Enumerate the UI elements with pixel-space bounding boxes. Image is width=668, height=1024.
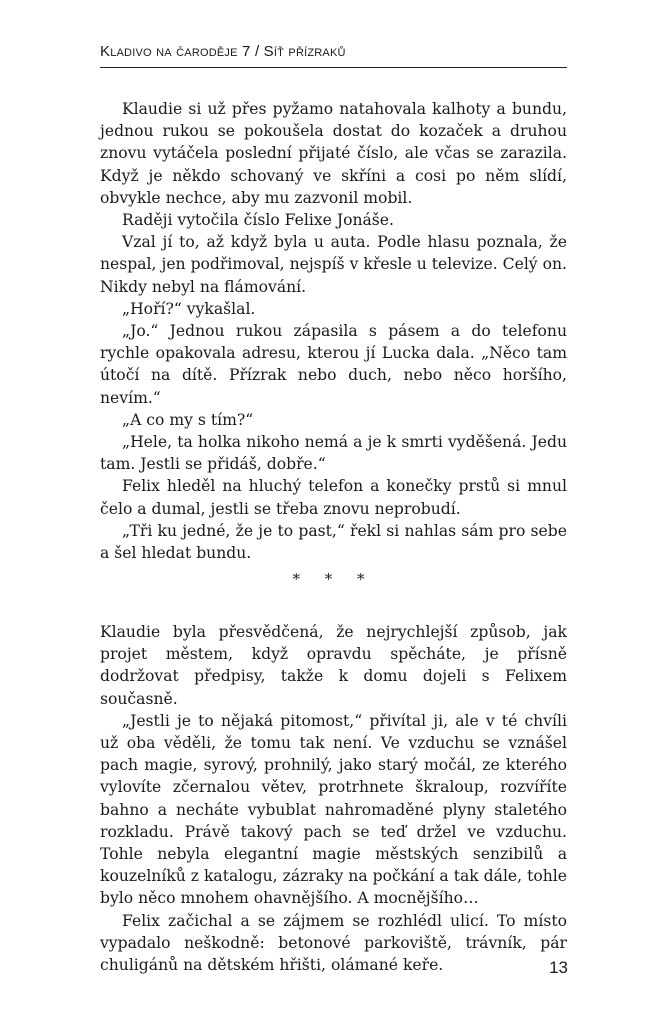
paragraph: Vzal jí to, až když byla u auta. Podle hlasu poznala, že nespal, jen podřimoval, nejspíš v křesle u televize. Celý on. Nikdy nebyl na flámování. [100, 233, 567, 296]
paragraph: Klaudie si už přes pyžamo natahovala kalhoty a bundu, jednou rukou se pokoušela dostat do kozaček a druhou znovu vytáčela poslední přijaté číslo, ale včas se zarazila. Když je někdo schovaný ve skříni a cosi po něm slídí, obvykle nechce, aby mu zazvonil mobil. [100, 100, 567, 207]
page-number: 13 [549, 958, 568, 977]
paragraph: „Hele, ta holka nikoho nemá a je k smrti vyděšená. Jedu tam. Jestli se přidáš, dobře.“ [100, 433, 567, 474]
paragraph: Felix začichal a se zájmem se rozhlédl ulicí. To místo vypadalo neškodně: betonové parkoviště, trávník, pár chuligánů na dětském hřišti, olámané keře. [100, 911, 567, 975]
text-block-after-break [100, 621, 567, 976]
paragraph: „A co my s tím?“ [122, 410, 254, 429]
paragraph: Raději vytočila číslo Felixe Jonáše. [122, 211, 394, 230]
paragraph: „Jestli je to nějaká pitomost,“ přivítal ji, ale v té chvíli už oba věděli, že tomu tak není. Ve vzduchu se vznášel pach magie, syrový, prohnilý, jako starý močál, ze kterého vylovíte zčernalou větev, protrhnete škraloup, rozvíříte bahno a necháte vybublat nahromaděné plyny staletého rozkladu. Právě takový pach se teď držel ve vzduchu. Tohle nebyla elegantní magie městských senzibilů a kouzelníků z katalogu, zázraky na počkání a tak dále, tohle bylo něco mnohem ohavnějšího. A mocnějšího… [100, 711, 567, 908]
paragraph: „Jo.“ Jednou rukou zápasila s pásem a do telefonu rychle opakovala adresu, kterou jí Lucka dala. „Něco tam útočí na dítě. Přízrak nebo duch, nebo něco horšího, nevím.“ [100, 322, 567, 407]
scene-break: * * * [292, 570, 375, 588]
paragraph: Klaudie byla přesvědčená, že nejrychlejší způsob, jak projet městem, když opravdu spěcháte, je přísně dodržovat předpisy, takže k domu dojeli s Felixem současně. [100, 623, 567, 708]
running-header-title: Kladivo na čaroděje 7 / Síť přízraků [100, 43, 346, 60]
paragraph: Felix hleděl na hluchý telefon a konečky prstů si mnul čelo a dumal, jestli se třeba znovu neprobudí. [100, 477, 567, 518]
text-block-before-break [100, 98, 567, 564]
paragraph: „Tři ku jedné, že je to past,“ řekl si nahlas sám pro sebe a šel hledat bundu. [100, 521, 567, 563]
header-rule [100, 67, 567, 68]
paragraph: „Hoří?“ vykašlal. [122, 299, 256, 318]
